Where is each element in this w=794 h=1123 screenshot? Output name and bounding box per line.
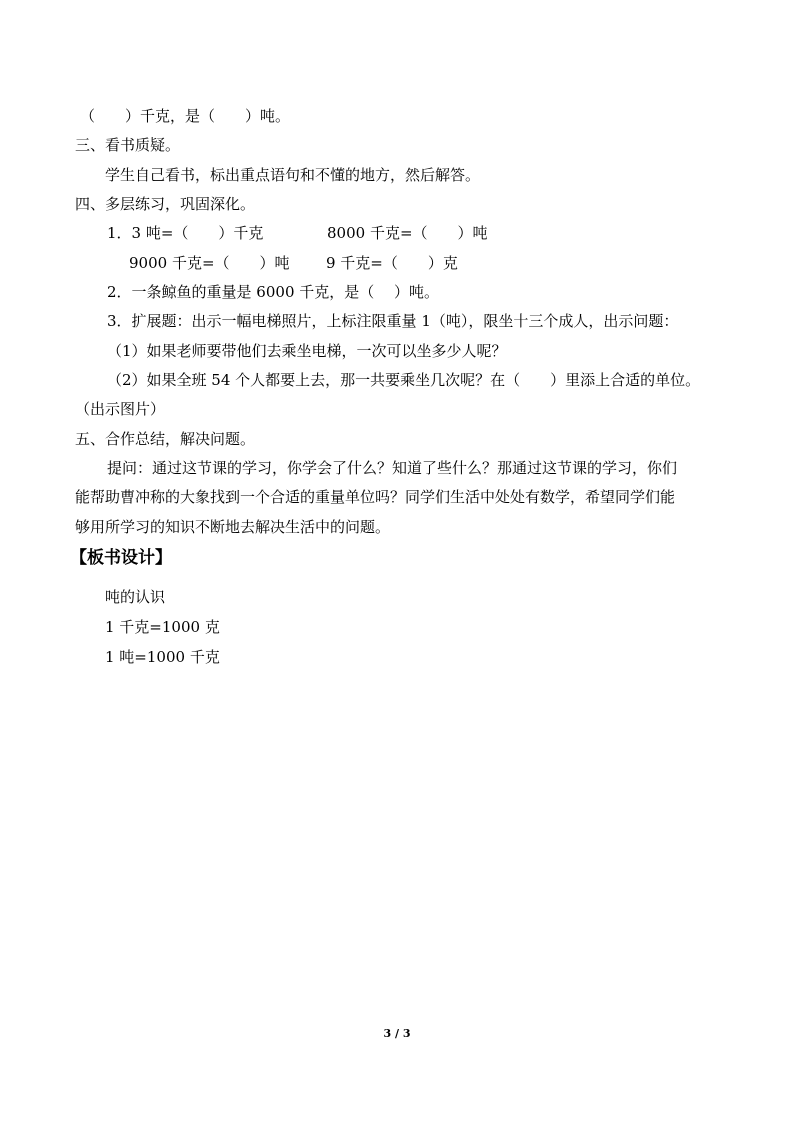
paragraph-line-1: 提问：通过这节课的学习，你学会了什么？知道了些什么？那通过这节课的学习，你们 bbox=[107, 459, 678, 477]
text-line-show-picture: （出示图片） bbox=[75, 400, 166, 418]
section-heading-read-book: 三、看书质疑。 bbox=[75, 136, 181, 154]
section-heading-summary: 五、合作总结，解决问题。 bbox=[75, 430, 256, 448]
paragraph-line-2: 能帮助曹冲称的大象找到一个合适的重量单位吗？同学们生活中处处有数学，希望同学们能 bbox=[75, 488, 676, 506]
exercise-3-elevator: 3．扩展题：出示一幅电梯照片，上标注限重量 1（吨），限坐十三个成人，出示问题： bbox=[107, 312, 679, 330]
board-line-kg-g: 1 千克=1000 克 bbox=[105, 618, 220, 636]
board-line-ton-kg: 1 吨=1000 千克 bbox=[105, 648, 220, 666]
exercise-1c: 9000 千克=（ ）吨 bbox=[129, 254, 290, 272]
exercise-1d: 9 千克=（ ）克 bbox=[326, 254, 458, 272]
page-number: 3 / 3 bbox=[383, 1027, 411, 1040]
section-heading-practice: 四、多层练习，巩固深化。 bbox=[75, 195, 256, 213]
question-1: （1）如果老师要带他们去乘坐电梯，一次可以坐多少人呢？ bbox=[107, 342, 507, 360]
board-design-heading: 【板书设计】 bbox=[70, 548, 172, 568]
exercise-1b: 8000 千克=（ ）吨 bbox=[327, 224, 488, 242]
paragraph-line-3: 够用所学习的知识不断地去解决生活中的问题。 bbox=[75, 518, 391, 536]
exercise-1a: 1．3 吨=（ ）千克 bbox=[107, 224, 264, 242]
exercise-2-whale: 2．一条鲸鱼的重量是 6000 千克，是（ ）吨。 bbox=[107, 283, 440, 301]
question-2: （2）如果全班 54 个人都要上去，那一共要乘坐几次呢？在（ ）里添上合适的单位。 bbox=[107, 371, 701, 389]
text-line-students-read: 学生自己看书，标出重点语句和不懂的地方，然后解答。 bbox=[105, 166, 481, 184]
text-line-blanks-kg-ton: （ ）千克，是（ ）吨。 bbox=[80, 107, 291, 125]
board-title: 吨的认识 bbox=[105, 588, 166, 606]
